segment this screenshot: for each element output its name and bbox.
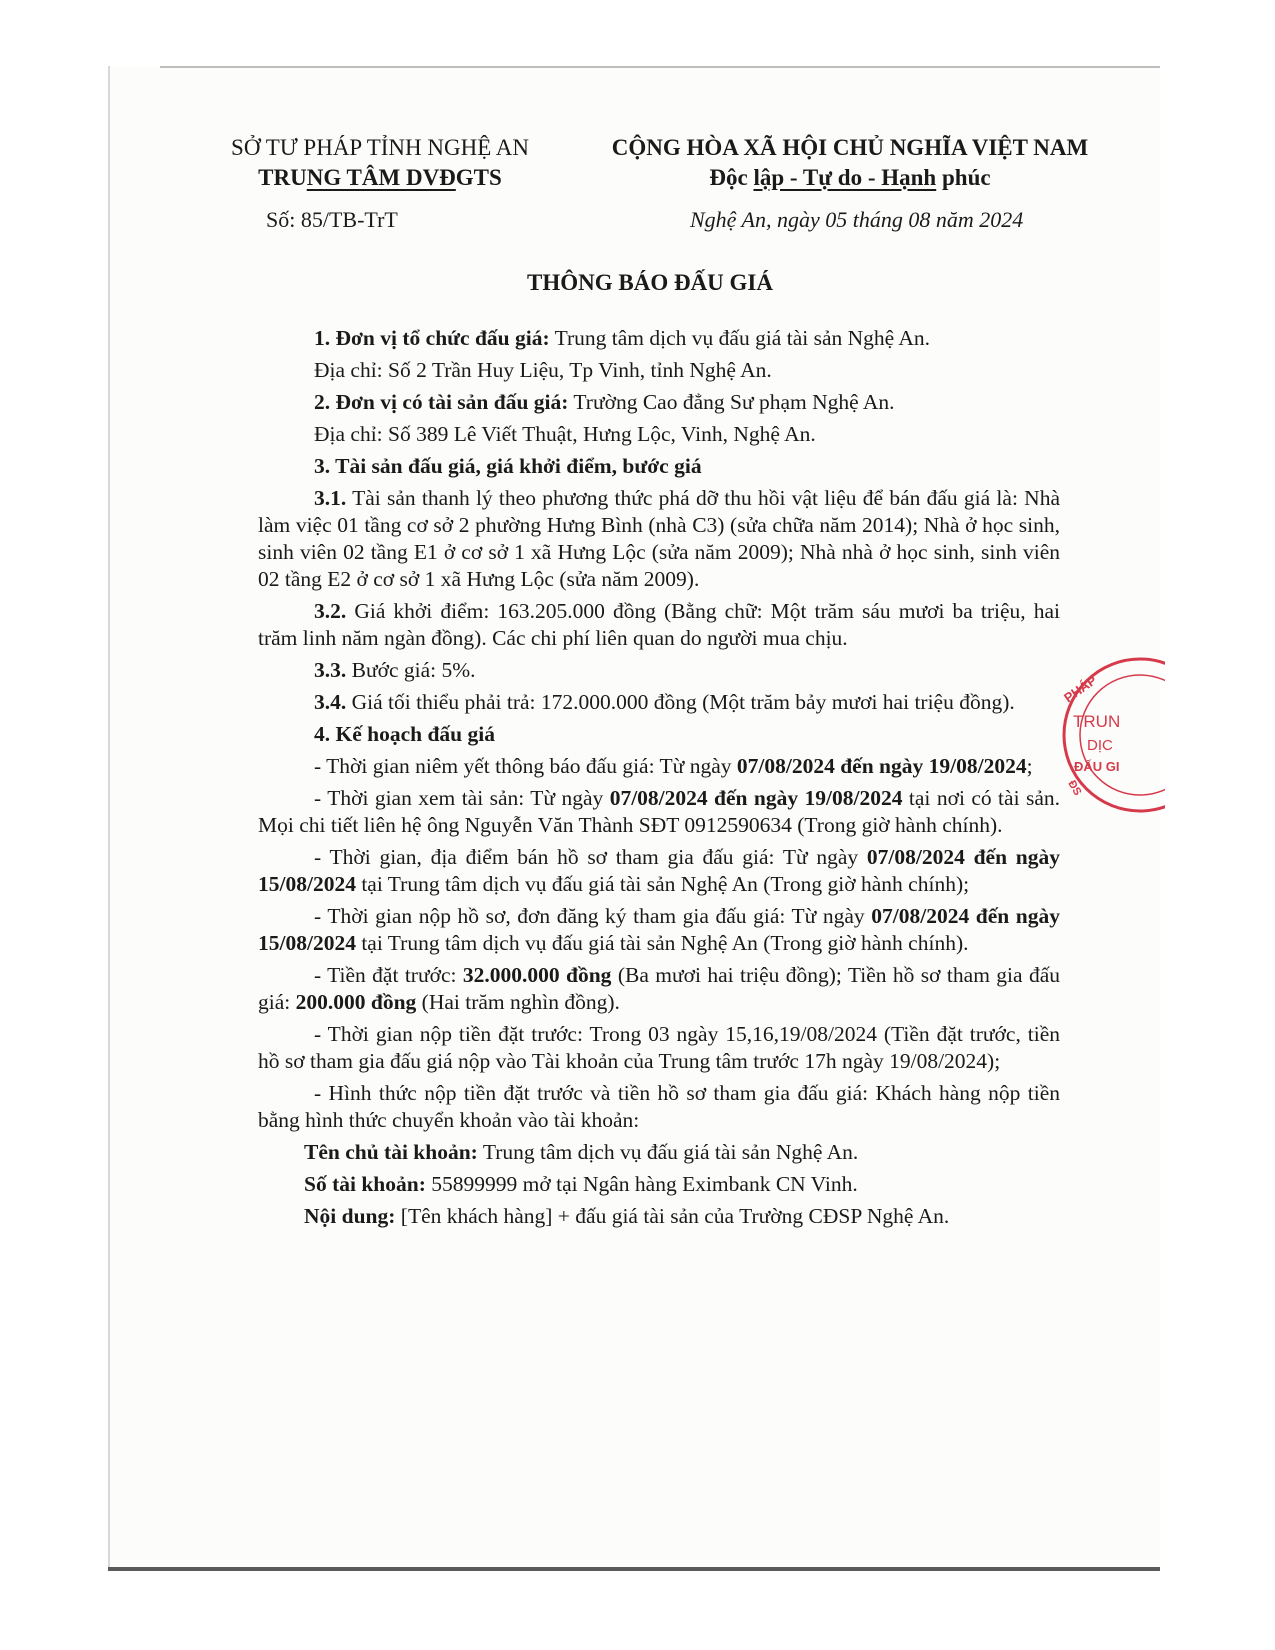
national-header-block (590, 133, 1110, 193)
seal-text-line: TRUN (1073, 712, 1121, 731)
section-3-3: 3.3. Bước giá: 5%. (314, 658, 476, 682)
plan-dossier-sale: - Thời gian, địa điểm bán hồ sơ tham gia đấu giá: Từ ngày 07/08/2024 đến ngày 15/08/2024 tại Trung tâm dịch vụ đấu giá tài sản Nghệ An (Trong giờ hành chính); (258, 845, 1060, 896)
plan-viewing-period: - Thời gian xem tài sản: Từ ngày 07/08/2024 đến ngày 19/08/2024 tại nơi có tài sản. Mọi chi tiết liên hệ ông Nguyễn Văn Thành SĐT 0912590634 (Trong giờ hành chính). (258, 786, 1060, 837)
agency-parent: SỞ TƯ PHÁP TỈNH NGHỆ AN (231, 135, 529, 160)
national-motto: Độc lập - Tự do - Hạnh phúc (709, 165, 991, 190)
plan-payment-method: - Hình thức nộp tiền đặt trước và tiền hồ sơ tham gia đấu giá: Khách hàng nộp tiền bằng hình thức chuyển khoản vào tài khoản: (258, 1081, 1060, 1132)
plan-deposit: - Tiền đặt trước: 32.000.000 đồng (Ba mươi hai triệu đồng); Tiền hồ sơ tham gia đấu giá: 200.000 đồng (Hai trăm nghìn đồng). (258, 963, 1060, 1014)
section-3-4: 3.4. Giá tối thiểu phải trả: 172.000.000 đồng (Một trăm bảy mươi hai triệu đồng). (314, 690, 1015, 714)
section-4-heading: 4. Kế hoạch đấu giá (314, 722, 495, 746)
document-title: THÔNG BÁO ĐẤU GIÁ (527, 270, 773, 295)
section-3-1: 3.1. Tài sản thanh lý theo phương thức phá dỡ thu hồi vật liệu để bán đấu giá là: Nhà làm việc 01 tầng cơ sở 2 phường Hưng Bình (nhà C3) (sửa chữa năm 2014); Nhà ở học sinh, sinh viên 02 tầng E1 ở cơ sở 1 xã Hưng Lộc (sửa năm 2009); Nhà nhà ở học sinh, sinh viên 02 tầng E2 ở cơ sở 1 xã Hưng Lộc (sửa năm 2009). (258, 486, 1060, 591)
official-seal-stamp (1040, 655, 1165, 820)
seal-text-line: DỊC (1087, 737, 1113, 754)
seal-text-edge: ĐS (1065, 778, 1084, 798)
bottom-edge-line (108, 1567, 1160, 1571)
plan-deposit-period: - Thời gian nộp tiền đặt trước: Trong 03 ngày 15,16,19/08/2024 (Tiền đặt trước, tiền hồ sơ tham gia đấu giá nộp vào Tài khoản của Trung tâm trước 17h ngày 19/08/2024); (258, 1022, 1060, 1073)
section-3-heading: 3. Tài sản đấu giá, giá khởi điểm, bước giá (314, 454, 702, 478)
transfer-content: Nội dung: [Tên khách hàng] + đấu giá tài sản của Trường CĐSP Nghệ An. (304, 1204, 950, 1228)
document-number: Số: 85/TB-TrT (266, 207, 398, 232)
section-1-address: Địa chỉ: Số 2 Trần Huy Liệu, Tp Vinh, tỉnh Nghệ An. (314, 358, 772, 382)
section-3-2: 3.2. Giá khởi điểm: 163.205.000 đồng (Bằng chữ: Một trăm sáu mươi ba triệu, hai trăm linh năm ngàn đồng). Các chi phí liên quan do người mua chịu. (258, 599, 1060, 650)
plan-posting-period: - Thời gian niêm yết thông báo đấu giá: Từ ngày 07/08/2024 đến ngày 19/08/2024; (314, 754, 1033, 778)
account-number: Số tài khoản: 55899999 mở tại Ngân hàng Eximbank CN Vinh. (304, 1172, 858, 1196)
document-date: Nghệ An, ngày 05 tháng 08 năm 2024 (690, 207, 1024, 232)
seal-graphic (1040, 655, 1165, 820)
seal-text-top: PHÁP (1061, 672, 1100, 706)
section-2: 2. Đơn vị có tài sản đấu giá: Trường Cao đẳng Sư phạm Nghệ An. (314, 390, 895, 414)
section-2-address: Địa chỉ: Số 389 Lê Viết Thuật, Hưng Lộc, Vinh, Nghệ An. (314, 422, 816, 446)
document-body (258, 325, 1060, 1235)
section-1: 1. Đơn vị tổ chức đấu giá: Trung tâm dịch vụ đấu giá tài sản Nghệ An. (314, 326, 931, 350)
top-edge-line (160, 66, 1160, 68)
plan-dossier-submission: - Thời gian nộp hồ sơ, đơn đăng ký tham gia đấu giá: Từ ngày 07/08/2024 đến ngày 15/08/2024 tại Trung tâm dịch vụ đấu giá tài sản Nghệ An (Trong giờ hành chính). (258, 904, 1060, 955)
issuing-agency-block (190, 133, 570, 193)
account-holder: Tên chủ tài khoản: Trung tâm dịch vụ đấu giá tài sản Nghệ An. (304, 1140, 859, 1164)
country-name: CỘNG HÒA XÃ HỘI CHỦ NGHĨA VIỆT NAM (611, 135, 1089, 160)
agency-name: TRUNG TÂM DVĐGTS (258, 165, 502, 190)
seal-text-line: ĐẤU GI (1074, 759, 1120, 774)
